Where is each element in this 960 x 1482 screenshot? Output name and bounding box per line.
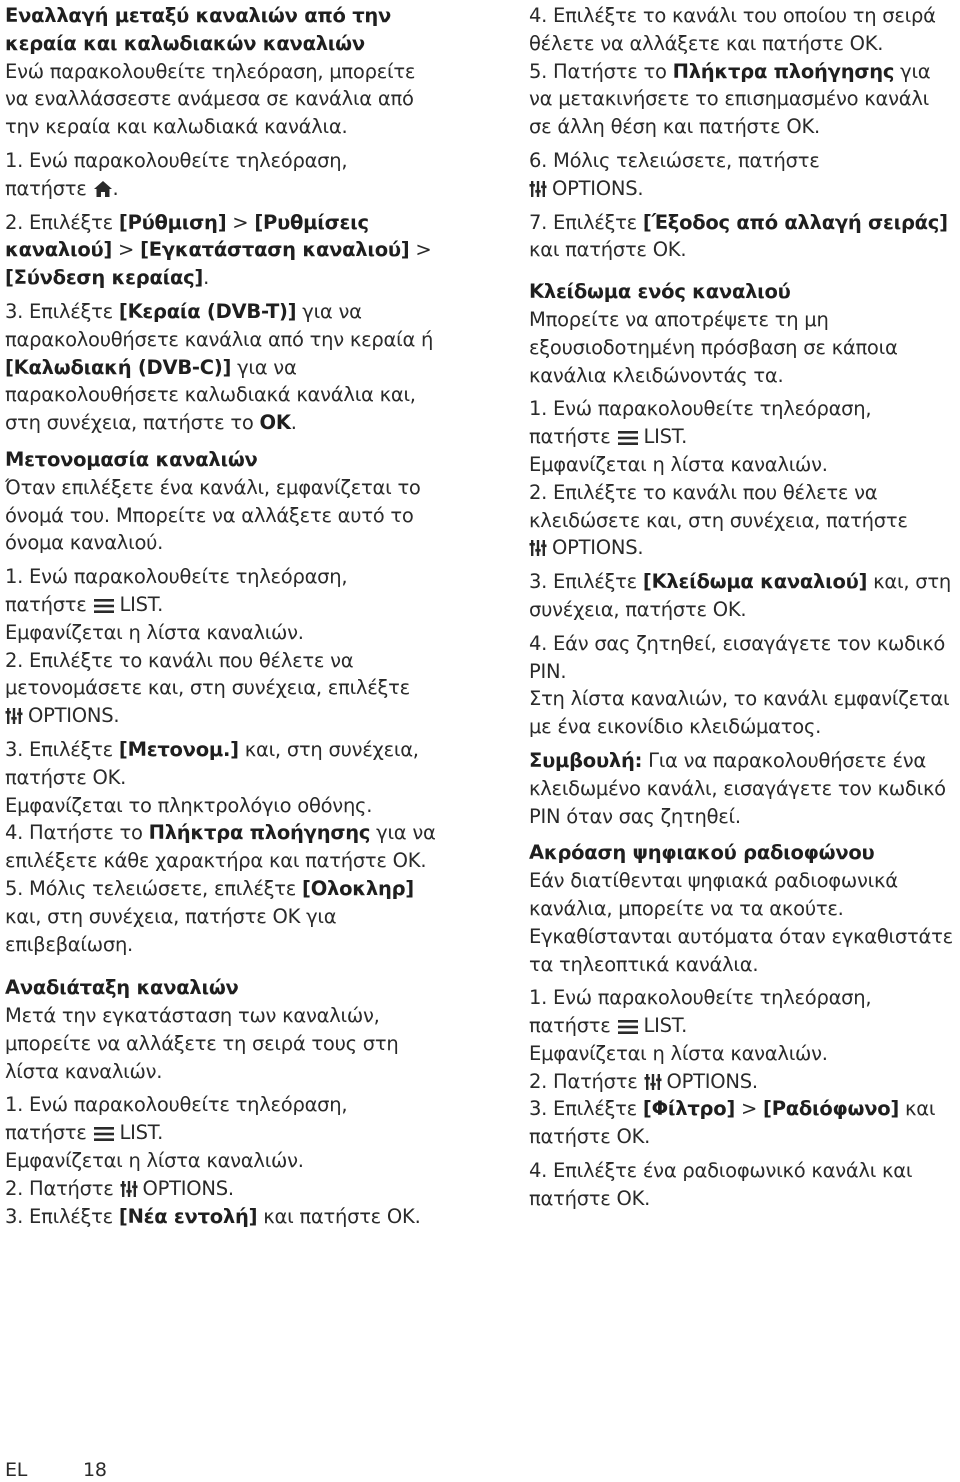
step: 2. Επιλέξτε το κανάλι που θέλετε να μετονομάσετε και, στη συνέχεια, επιλέξτε OPTIONS. [5,648,410,728]
tip-label: Συμβουλή: [529,748,643,772]
right-column [529,2,957,1213]
tip: Συμβουλή: Για να παρακολουθήσετε ένα κλειδωμένο κανάλι, εισαγάγετε τον κωδικό PIN όταν σας ζητηθεί. [529,748,946,828]
step: 2. Επιλέξτε το κανάλι που θέλετε να κλειδώσετε και, στη συνέχεια, πατήστε OPTIONS. [529,480,908,560]
step: 2. Επιλέξτε [Ρύθμιση] > [Ρυθμίσεις καναλιού] > [Εγκατάσταση καναλιού] > [Σύνδεση κεραίας]. [5,210,432,290]
section-title-rename: Μετονομασία καναλιών [5,447,258,471]
step: 1. Ενώ παρακολουθείτε τηλεόραση, πατήστε LIST. Εμφανίζεται η λίστα καναλιών. [5,565,348,644]
list-icon [617,430,639,446]
step: 5. Μόλις τελειώσετε, επιλέξτε [Ολοκληρ] και, στη συνέχεια, πατήστε OK για επιβεβαίωση. [5,876,414,956]
step: 5. Πατήστε το Πλήκτρα πλοήγησης για να μετακινήσετε το επισημασμένο κανάλι σε άλλη θέση και πατήστε OK. [529,59,931,139]
options-icon [5,707,23,725]
paragraph: Ενώ παρακολουθείτε τηλεόραση, μπορείτε να εναλλάσσεστε ανάμεσα σε κανάλια από την κεραία και καλωδιακά κανάλια. [5,59,416,139]
step: 4. Επιλέξτε το κανάλι του οποίου τη σειρά θέλετε να αλλάξετε και πατήστε OK. [529,4,936,55]
list-icon [617,1019,639,1035]
list-icon [93,1126,115,1142]
section-title-reorder: Αναδιάταξη καναλιών [5,976,239,1000]
step: 1. Ενώ παρακολουθείτε τηλεόραση, πατήστε . [5,148,348,200]
step: 3. Επιλέξτε [Κλείδωμα καναλιού] και, στη συνέχεια, πατήστε OK. [529,570,951,621]
left-column [5,2,437,1230]
page-number: 18 [83,1459,107,1481]
step: 2. Πατήστε OPTIONS. [529,1069,758,1093]
step: 4. Εάν σας ζητηθεί, εισαγάγετε τον κωδικό PIN. Στη λίστα καναλιών, το κανάλι εμφανίζεται με ένα εικονίδιο κλειδώματος. [529,631,950,739]
step: 3. Επιλέξτε [Κεραία (DVB-T)] για να παρακολουθήσετε κανάλια από την κεραία ή [Καλωδιακή (DVB-C)] για να παρακολουθήσετε καλωδιακά κανάλια και, στη συνέχεια, πατήστε το OK. [5,299,434,435]
step: 1. Ενώ παρακολουθείτε τηλεόραση, πατήστε LIST. Εμφανίζεται η λίστα καναλιών. [529,397,872,476]
step: 6. Μόλις τελειώσετε, πατήστε OPTIONS. [529,148,820,200]
options-icon [120,1180,138,1198]
step: 1. Ενώ παρακολουθείτε τηλεόραση, πατήστε LIST. Εμφανίζεται η λίστα καναλιών. [529,986,872,1065]
step: 1. Ενώ παρακολουθείτε τηλεόραση, πατήστε LIST. Εμφανίζεται η λίστα καναλιών. [5,1093,348,1173]
section-title-lock: Κλείδωμα ενός καναλιού [529,280,791,304]
step: 7. Επιλέξτε [Έξοδος από αλλαγή σειράς] και πατήστε OK. [529,210,948,262]
page-footer [5,1458,107,1482]
options-icon [529,180,547,198]
paragraph: Μπορείτε να αποτρέψετε τη μη εξουσιοδοτημένη πρόσβαση σε κάποια κανάλια κλειδώνοντάς τα. [529,307,898,387]
paragraph: Όταν επιλέξετε ένα κανάλι, εμφανίζεται το όνομά του. Μπορείτε να αλλάξετε αυτό το όνομα καναλιού. [5,475,421,555]
step: 3. Επιλέξτε [Φίλτρο] > [Ραδιόφωνο] και πατήστε OK. [529,1097,936,1149]
options-icon [529,539,547,557]
section-title-radio: Ακρόαση ψηφιακού ραδιοφώνου [529,841,875,865]
language-code: EL [5,1459,28,1481]
home-icon [93,180,113,198]
list-icon [93,598,115,614]
step: 4. Πατήστε το Πλήκτρα πλοήγησης για να επιλέξετε κάθε χαρακτήρα και πατήστε OK. [5,821,436,873]
step: 3. Επιλέξτε [Νέα εντολή] και πατήστε OK. [5,1204,421,1228]
paragraph: Μετά την εγκατάσταση των καναλιών, μπορείτε να αλλάξετε τη σειρά τους στη λίστα καναλιών. [5,1004,399,1083]
step: 4. Επιλέξτε ένα ραδιοφωνικό κανάλι και πατήστε OK. [529,1159,913,1210]
paragraph: Εάν διατίθενται ψηφιακά ραδιοφωνικά κανάλια, μπορείτε να τα ακούτε. Εγκαθίστανται αυτόματα όταν εγκαθιστάτε τα τηλεοπτικά κανάλια. [529,869,953,976]
section-title-antenna-cable: Εναλλαγή μεταξύ καναλιών από την κεραία και καλωδιακών καναλιών [5,4,392,55]
step: 3. Επιλέξτε [Μετονομ.] και, στη συνέχεια, πατήστε OK. Εμφανίζεται το πληκτρολόγιο οθόνης. [5,737,419,817]
options-icon [644,1073,662,1091]
step: 2. Πατήστε OPTIONS. [5,1176,234,1200]
